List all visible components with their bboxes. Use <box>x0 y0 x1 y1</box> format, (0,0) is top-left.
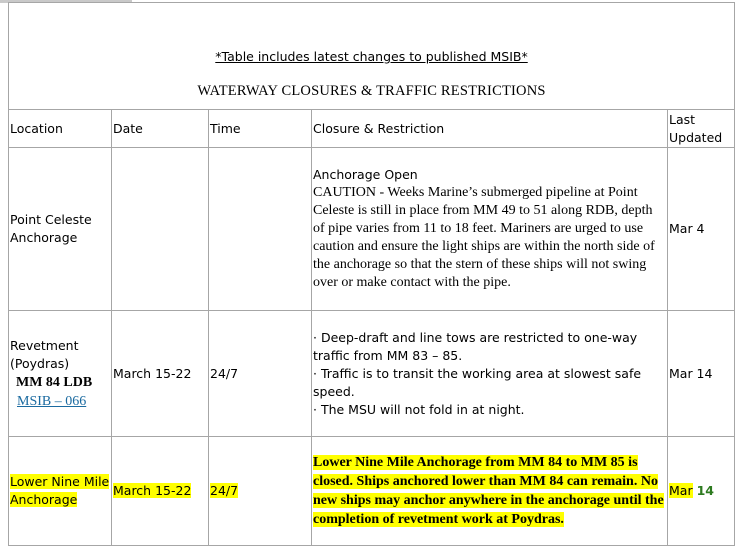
column-header-time: Time <box>209 110 312 148</box>
date-cell <box>112 148 209 311</box>
column-header-location: Location <box>9 110 112 148</box>
table-row <box>9 311 735 437</box>
location-cell: Point Celeste Anchorage <box>9 148 112 311</box>
closure-cell <box>312 311 668 437</box>
date-cell: March 15-22 <box>112 311 209 437</box>
restriction-bullet: · The MSU will not fold in at night. <box>313 401 525 417</box>
table-header-banner <box>9 3 735 110</box>
column-header-closure: Closure & Restriction <box>312 110 668 148</box>
anchorage-status: Anchorage Open <box>313 167 418 182</box>
last-updated-cell <box>668 437 735 546</box>
time-cell <box>209 148 312 311</box>
date-cell <box>112 437 209 546</box>
last-updated-cell: Mar 4 <box>668 148 735 311</box>
restriction-bullet: · Traffic is to transit the working area at slowest safe speed. <box>313 365 642 399</box>
date-value: March 15-22 <box>113 483 192 498</box>
updated-day: 14 <box>696 483 714 498</box>
table-title: WATERWAY CLOSURES & TRAFFIC RESTRICTIONS <box>197 83 546 99</box>
time-cell <box>209 437 312 546</box>
column-header-date: Date <box>112 110 209 148</box>
location-name: Revetment (Poydras) <box>10 337 79 371</box>
column-header-last-updated: Last Updated <box>668 110 735 148</box>
location-cell <box>9 311 112 437</box>
closure-cell <box>312 437 668 546</box>
restriction-bullet: · Deep-draft and line tows are restricted to one-way traffic from MM 83 – 85. <box>313 329 638 363</box>
last-updated-cell: Mar 14 <box>668 311 735 437</box>
msib-066-link[interactable]: MSIB – 066 <box>17 393 87 409</box>
table-row <box>9 437 735 546</box>
closure-text: Lower Nine Mile Anchorage from MM 84 to MM 85 is closed. Ships anchored lower than MM 84 can remain. No new ships may anchor anywhere in the anchorage until the completion of revetment work at Poydras. <box>313 455 664 527</box>
waterway-closures-table <box>8 2 735 546</box>
time-cell: 24/7 <box>209 311 312 437</box>
table-note: *Table includes latest changes to published MSIB* <box>215 49 528 64</box>
closure-cell <box>312 148 668 311</box>
column-header-row <box>9 110 735 148</box>
location-mile-marker: MM 84 LDB <box>16 374 93 390</box>
banner-cell <box>9 3 735 110</box>
caution-text: CAUTION - Weeks Marine’s submerged pipeline at Point Celeste is still in place from MM 49 to 51 along RDB, depth of pipe varies from 11 to 18 feet. Mariners are urged to use caution and ensure the light ships are within the north side of the anchorage so that the stern of these ships will not swing over or make contact with the pipe. <box>313 185 655 290</box>
updated-month: Mar <box>669 483 693 498</box>
location-name: Lower Nine Mile Anchorage <box>10 474 110 507</box>
location-cell <box>9 437 112 546</box>
time-value: 24/7 <box>210 483 239 498</box>
table-row <box>9 148 735 311</box>
